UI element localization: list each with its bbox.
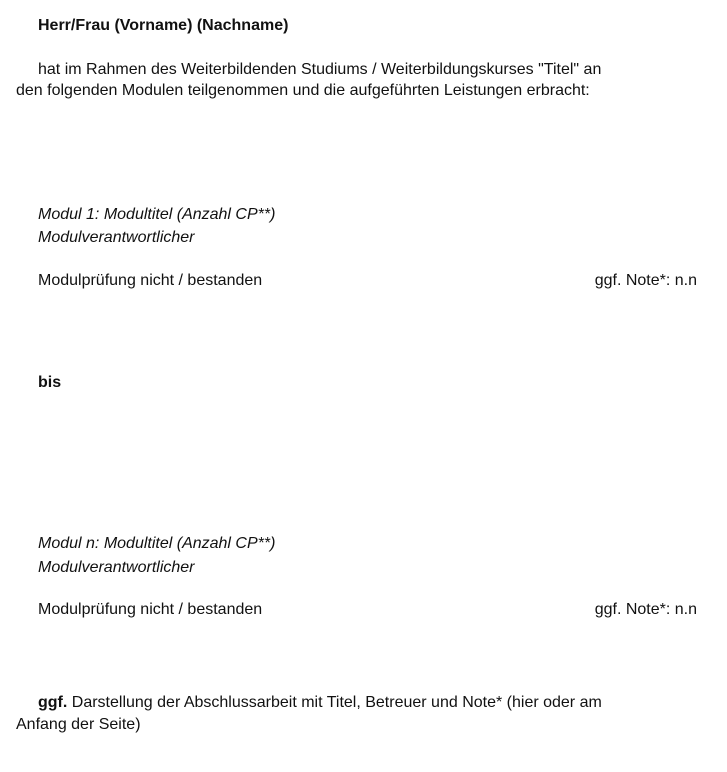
range-separator: bis [38,374,62,391]
intro-text-line-2: den folgenden Modulen teilgenommen und die aufgeführten Leistungen erbracht: [16,82,590,99]
module-n-responsible: Modulverantwortlicher [38,559,195,576]
thesis-line-1 [38,692,602,714]
module-n-title: Modul n: Modultitel (Anzahl CP**) [38,535,276,552]
module-n-grade: ggf. Note*: n.n [594,601,697,618]
module-1-exam-status: Modulprüfung nicht / bestanden [38,272,263,289]
module-n-exam-status: Modulprüfung nicht / bestanden [38,601,263,618]
module-1-responsible: Modulverantwortlicher [38,229,195,246]
thesis-prefix: ggf. [38,694,68,711]
thesis-text: Darstellung der Abschlussarbeit mit Titel, Betreuer und Note* (hier oder am [67,694,602,711]
recipient-name-line: Herr/Frau (Vorname) (Nachname) [38,17,289,34]
intro-text-line-1: hat im Rahmen des Weiterbildenden Studiums / Weiterbildungskurses "Titel" an [38,61,602,78]
module-1-title: Modul 1: Modultitel (Anzahl CP**) [38,206,276,223]
thesis-line-2: Anfang der Seite) [16,716,141,733]
module-1-grade: ggf. Note*: n.n [594,272,697,289]
